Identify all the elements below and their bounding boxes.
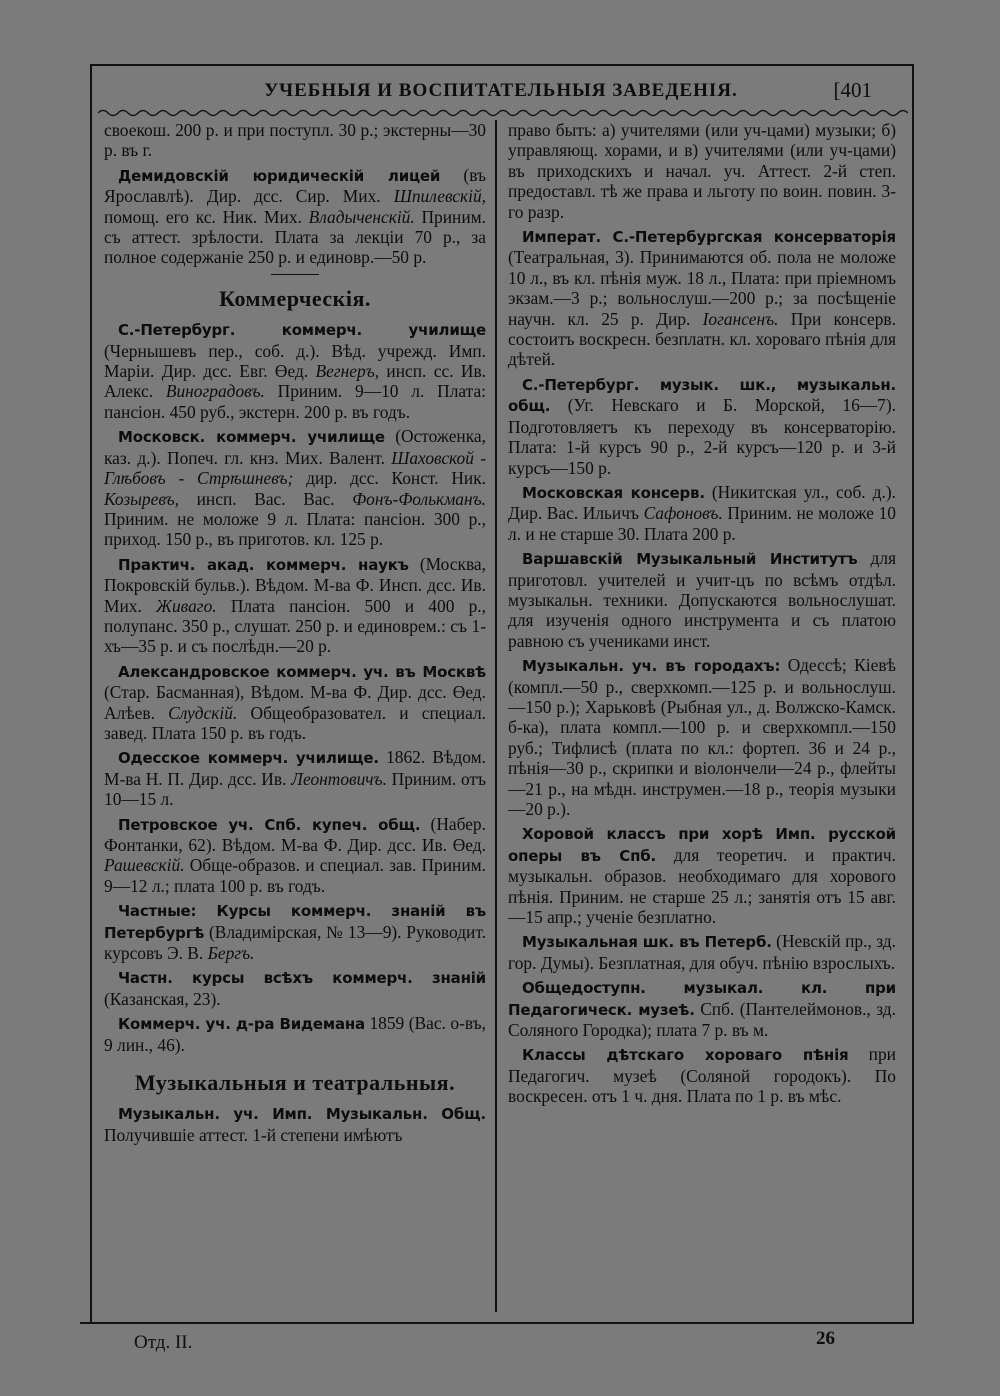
- entry-title: Хоровой классъ при хорѣ Имп. русской оперы въ Спб.: [508, 825, 896, 865]
- entry-text: право быть: а) учителями (или уч-цами) музыки; б) управляющ. хорами, и в) учителями (или уч-цами) въ приходскихъ и начал. уч. Аттест. 2-й степ. предоставл. тѣ же права и льготу по воин. повин. 3-го разр.: [508, 120, 896, 222]
- person-name: Бергъ.: [207, 943, 255, 964]
- person-name: Живаго.: [156, 595, 217, 616]
- left-column: [104, 120, 486, 1149]
- entry-title: Одесское коммерч. училище.: [118, 749, 379, 768]
- entry-title: Частн. курсы всѣхъ коммерч. знаній: [118, 969, 486, 988]
- entry-text: (Остоженка, каз. д.). Попеч. гл. кнз. Мих. Валент.: [104, 426, 486, 468]
- entry-text: инсп. сс. Ив. Алекс.: [104, 361, 486, 402]
- entry: [508, 548, 896, 651]
- entry-title: Музыкальная шк. въ Петерб.: [522, 933, 772, 952]
- entry-text: (Чернышевъ пер., соб. д.). Вѣд. учрежд. Имп. Маріи. Дир. дсс. Евг. Өед.: [104, 340, 486, 382]
- entry-text: 1859 (Вас. о-въ, 9 лин., 46).: [104, 1013, 486, 1055]
- entry: [104, 814, 486, 897]
- entry: [508, 977, 896, 1040]
- person-name: Шаховской - Глѣбовъ - Стрѣшневъ;: [104, 447, 486, 489]
- entry-text: Плата пансіон. 500 и 400 р., полупанс. 350 р., слушат. 250 р. и единоврем.: съ 1-хъ—35 р. и съ послѣдн.—20 р.: [104, 595, 486, 657]
- entry: [508, 931, 896, 973]
- page-header: [90, 74, 912, 108]
- entry: [508, 374, 896, 478]
- entry-text: Приним. не моложе 10 л. и не старше 30. Плата 200 р.: [508, 503, 896, 544]
- entry-text: дир. дсс. Конст. Ник.: [293, 468, 486, 489]
- person-name: Виноградовъ.: [165, 381, 265, 402]
- entry: [104, 967, 486, 1009]
- entry-text: Приним. 9—10 л. Плата: пансіон. 450 руб., экстерн. 200 р. въ годъ.: [104, 381, 487, 422]
- entry: [104, 747, 486, 809]
- entry-text: Приним. съ аттест. зрѣлости. Плата за лекціи 70 р., за полное содержаніе 250 р. и единовр.—50 р.: [104, 206, 486, 268]
- entry-title: Коммерч. уч. д-ра Видемана: [118, 1015, 365, 1034]
- column-rule: [495, 120, 497, 1312]
- entry: [104, 554, 486, 657]
- right-column: [508, 120, 896, 1111]
- entry-text: (Никитская ул., соб. д.). Дир. Вас. Ильичъ: [508, 481, 896, 524]
- section-heading: Музыкальныя и театральныя.: [134, 1070, 456, 1096]
- entry-text: (Уг. Невскаго и Б. Морской, 16—7). Подготовляетъ къ переходу въ консерваторію. Плата: 1-й курсъ 90 р., 2-й курсъ—120 р. и 3-й курсъ—150 р.: [508, 395, 896, 478]
- entry-text: помощ. его кс. Ник. Мих.: [104, 206, 309, 227]
- entry-text: Общеобразовател. и специал. завед. Плата 150 р. въ годъ.: [104, 702, 486, 743]
- section-label: Отд. II.: [134, 1332, 193, 1353]
- entry-text: 1862. Вѣдом. М-ва Н. П. Дир. дсс. Ив.: [104, 747, 486, 789]
- entry: [508, 226, 896, 370]
- entry-text: (Москва, Покровскій бульв.). Вѣдом. М-ва Ф. Инсп. дсс. Ив. Мих.: [104, 553, 487, 616]
- entry: [508, 482, 896, 544]
- entry-title: Частные: Курсы коммерч. знаній въ Петербургѣ: [104, 902, 486, 942]
- entry-title: С.-Петербург. музык. шк., музыкальн. общ.: [508, 375, 896, 416]
- entry-title: Демидовскій юридическій лицей: [118, 166, 441, 185]
- entry-title: Практич. акад. коммерч. наукъ: [118, 555, 409, 574]
- person-name: Слудскій.: [168, 702, 238, 723]
- entry-text: для приготовл. учителей и учит-цъ по всѣмъ отдѣл. музыкальн. техники. Допускаются вольнослушат. для изученія одного инструмента и съ платою равною съ учениками инст.: [508, 548, 896, 651]
- entry-text: Получившіе аттест. 1-й степени имѣютъ: [104, 1124, 403, 1145]
- page-number: [401: [833, 78, 872, 102]
- person-name: Фонъ-Фолькманъ.: [352, 488, 486, 509]
- entry-text: (Стар. Басманная), Вѣдом. М-ва Ф. Дир. дсс. Өед. Алѣев.: [104, 682, 486, 723]
- entry: [508, 1044, 896, 1106]
- entry-title: Музыкальн. уч. Имп. Музыкальн. Общ.: [118, 1105, 486, 1124]
- section-heading: Коммерческія.: [219, 285, 371, 311]
- entry-text: Одессѣ; Кіевѣ (компл.—50 р., сверхкомп.—125 р. и вольнослуш.—150 р.); Харьковѣ (Рыбная ул., д. Волжско-Камск. б-ка), плата компл.—100 р. и сверхкомпл.—150 руб.; Тифлисѣ (плата по кл.: фортеп. 36 и 24 р., пѣнія—30 р., скрипки и віолончели—24 р., флейты—21 р., на мѣдн. инструмен.—18 р., теорія музыки—20 р.).: [508, 655, 896, 819]
- person-name: Рашевскій.: [104, 855, 185, 876]
- separator: [271, 274, 319, 275]
- entry-title: Петровское уч. Спб. купеч. общ.: [118, 815, 421, 834]
- entry-text: Приним. отъ 10—15 л.: [104, 768, 486, 810]
- entry-text: (Казанская, 23).: [104, 988, 221, 1009]
- entry-text: для теоретич. и практич. музыкальн. образов. необходимаго для хорового пѣнія. Приним. не старше 25 л.; занятія отъ 15 авг.—15 апр.; ученіе безплатно.: [508, 844, 896, 928]
- person-name: Іогансенъ.: [702, 308, 779, 329]
- entry-text: (Театральная, 3). Принимаются об. пола не моложе 10 л., въ кл. пѣнія муж. 18 л., Плата: при пріемномъ экзам.—3 р.; вольнослуш.—200 р.; за посѣщеніе научн. кл. 25 р. Дир.: [508, 247, 896, 329]
- entry: [508, 823, 896, 927]
- entry-text: (въ Ярославлѣ). Дир. дсс. Сир. Мих.: [104, 164, 486, 207]
- entry-text: При консерв. состоитъ воскресн. безплатн. кл. хороваго пѣнія для дѣтей.: [508, 308, 896, 370]
- person-name: Сафоновъ.: [643, 503, 723, 524]
- entry-title: Московская консерв.: [522, 483, 705, 502]
- entry: [104, 1103, 486, 1145]
- person-name: Шпилевскій,: [393, 186, 486, 207]
- entry-title: Музыкальн. уч. въ городахъ:: [522, 657, 781, 676]
- entry: [104, 319, 486, 422]
- entry-title: Императ. С.-Петербургская консерваторія: [522, 228, 896, 247]
- wavy-divider: [98, 108, 908, 118]
- entry-text: (Владимірская, № 13—9). Руководит. курсовъ Э. В.: [104, 921, 486, 964]
- entry: [104, 900, 486, 963]
- entry-title: Московск. коммерч. училище: [118, 428, 385, 447]
- entry-text: при Педагогич. музеѣ (Соляной городокъ). По воскресен. отъ 1 ч. дня. Плата по 1 р. въ мѣс.: [508, 1044, 896, 1107]
- entry-title: Классы дѣтскаго хороваго пѣнія: [522, 1046, 849, 1065]
- entry-title: Александровское коммерч. уч. въ Москвѣ: [118, 662, 486, 681]
- entry-text: инсп. Вас. Вас.: [179, 488, 353, 509]
- entry-text: (Набер. Фонтанки, 62). Вѣдом. М-ва Ф. Дир. дсс. Ив. Өед.: [104, 813, 486, 855]
- entry-text: Обще-образов. и специал. зав. Приним. 9—12 л.; плата 100 р. въ годъ.: [104, 855, 486, 896]
- person-name: Леонтовичъ.: [291, 768, 387, 789]
- entry: [104, 426, 486, 549]
- person-name: Вегнеръ,: [315, 361, 380, 382]
- entry: [508, 655, 896, 819]
- bottom-rule: [80, 1322, 912, 1324]
- entry-text: Спб. (Пантелеймонов., зд. Соляного Городка); плата 7 р. въ м.: [508, 998, 896, 1041]
- running-title: УЧЕБНЫЯ И ВОСПИТАТЕЛЬНЫЯ ЗАВЕДЕНІЯ.: [264, 80, 738, 101]
- entry-text: (Невскій пр., зд. гор. Думы). Безплатная, для обуч. пѣнію взрослыхъ.: [508, 931, 896, 973]
- person-name: Козыревъ,: [104, 488, 180, 509]
- entry: [104, 661, 486, 744]
- entry: [104, 165, 486, 268]
- entry-text: своекош. 200 р. и при поступл. 30 р.; экстерны—30 р. въ г.: [104, 120, 486, 161]
- person-name: Владыченскій.: [308, 206, 415, 227]
- entry-title: Общедоступн. музыкал. кл. при Педагогическ. музеѣ.: [508, 979, 896, 1019]
- entry-title: С.-Петербург. коммерч. училище: [118, 321, 486, 340]
- sheet-number: 26: [816, 1328, 835, 1349]
- entry-title: Варшавскій Музыкальный Институтъ: [522, 550, 858, 569]
- entry-text: Приним. не моложе 9 л. Плата: пансіон. 300 р., приход. 150 р., въ приготов. кл. 125 р.: [104, 508, 486, 550]
- entry: [104, 1013, 486, 1055]
